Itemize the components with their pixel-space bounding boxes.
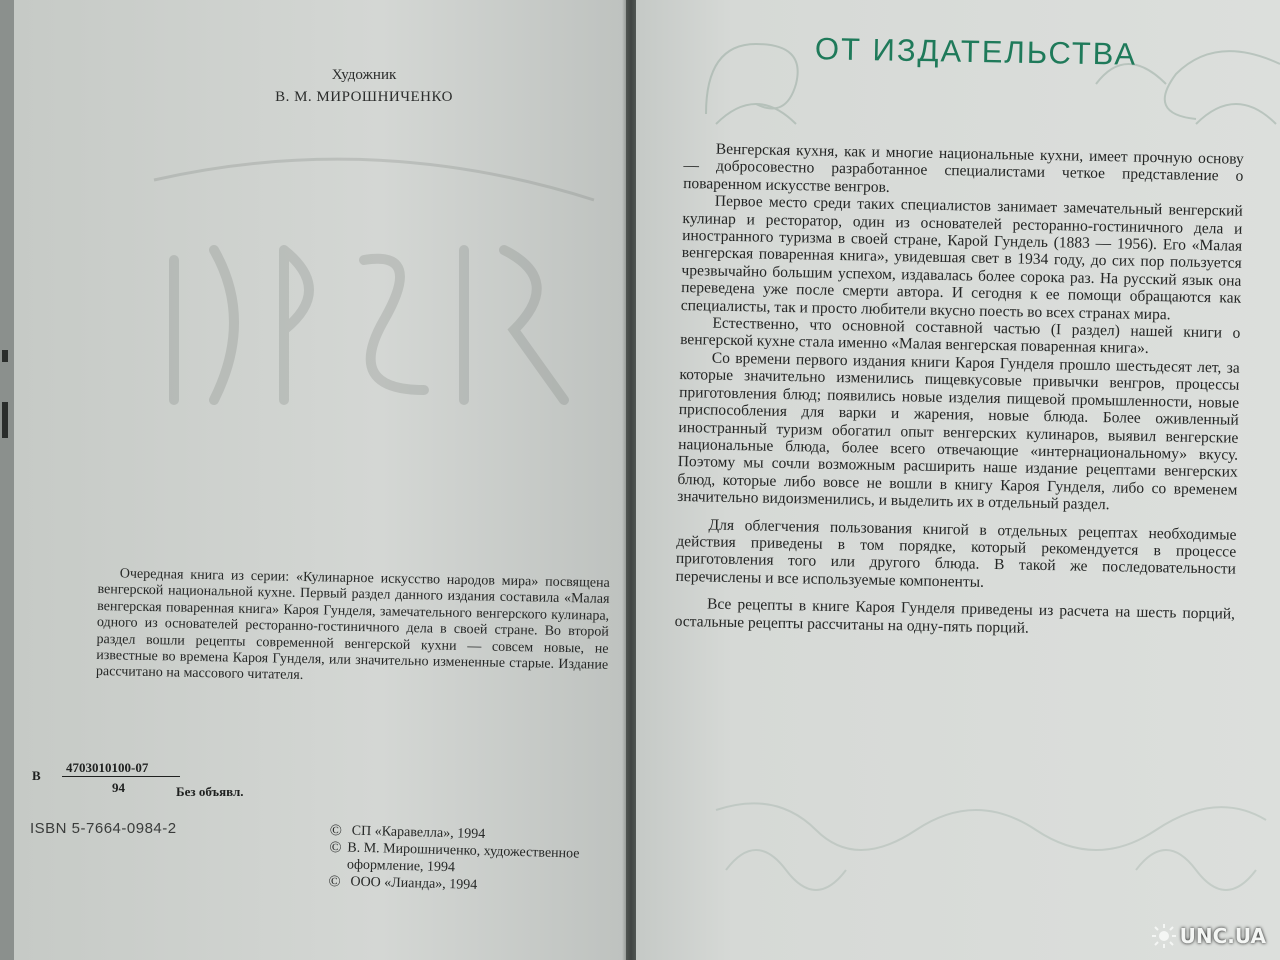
book-annotation: Очередная книга из серии: «Кулинарное искусство народов мира» посвящена венгерской национальной кухне. Первый раздел данного издания составила «Малая венгерская поваренная книга» Кароя Гунделя, замечательного венгерского кулинара, одного из основателей ресторанно-гостиничного дела в своей стране. Во второй раздел вошли рецепты современной венгерской кухни — совсем новые, не известные во времена Кароя Гунделя, или значительно измененные старые. Издание рассчитано на массового читателя.: [95, 566, 610, 684]
paragraph: Венгерская кухня, как и многие национальные кухни, имеет прочную основу — добросовестно разработанное специалистами четкое представление о поваренном искусстве венгров.: [683, 140, 1244, 196]
catalog-numerator: 4703010100-07: [62, 760, 180, 777]
edge-mark: [2, 350, 8, 362]
artist-role: Художник: [331, 67, 397, 83]
artist-credit: [254, 64, 474, 108]
paragraph: Первое место среди таких специалистов занимает замечательный венгерский кулинар и ресторатор, один из основателей ресторанно-гостиничного дела и иностранного туризма в своей стране, Карой Гундель (1883 — 1956). Его «Малая венгерская поваренная книга», увидевшая свет в 1934 году, до сих пор пользуется чрезвычайно большим успехом, издавалась более сорока раз. На русский язык она переведена уже после смерти автора. И сегодня к ее помощи обращаются как специалисты, так и просто любители вкусно поесть во всех странах мира.: [680, 192, 1243, 324]
paragraph: Все рецепты в книге Кароя Гунделя приведены из расчета на шесть порций, остальные рецепты рассчитаны на одну-пять порций.: [674, 595, 1236, 637]
copyright-text: В. М. Мирошниченко, художественное оформление, 1994: [346, 840, 580, 876]
page-heading: ОТ ИЗДАТЕЛЬСТВА: [814, 31, 1138, 72]
left-page: [14, 0, 626, 960]
artist-name: В. М. МИРОШНИЧЕНКО: [275, 89, 453, 105]
sun-icon: [1152, 924, 1176, 948]
paragraph: Естественно, что основной составной частью (I раздел) нашей книги о венгерской кухне стала именно «Малая венгерская поваренная книга».: [679, 314, 1241, 358]
catalog-denominator: 94: [112, 780, 125, 795]
publisher-foreword: [675, 140, 1244, 641]
copyright-text: СП «Каравелла», 1994: [351, 823, 486, 843]
ornament-bottom: [696, 790, 1280, 940]
show-through-illustration: [134, 140, 614, 420]
right-page: [636, 0, 1280, 960]
paragraph: Со времени первого издания книги Кароя Гунделя прошло шестьдесят лет, за которые значительно изменились пищевкусовые привычки венгров, процессы приготовления блюд; появились новые изделия пищевой промышленности, новые приспособления для варки и жарения, новые блюда. Более оживленный иностранный туризм обогатил опыт венгерских кулинаров, выявил венгерские национальные блюда, более всего отвечающие «интернациональному» вкусу. Поэтому мы сочли возможным расширить наше издание рецептами венгерских блюд, которые либо вовсе не вошли в книгу Кароя Гунделя, либо со временем значительно видоизменились, и выделить их в отдельный раздел.: [676, 349, 1240, 514]
paragraph: Для облегчения пользования книгой в отдельных рецептах необходимые действия приведены в том порядке, который рекомендуется в процессе приготовления того или другого блюда. В такой же последовательности перечислены и все используемые компоненты.: [675, 516, 1237, 591]
copyright-icon: ©: [329, 838, 342, 857]
copyright-text: ООО «Лианда», 1994: [350, 874, 478, 893]
watermark-text: UNC.UA: [1179, 924, 1266, 948]
catalog-letter: В: [32, 768, 41, 783]
copyright-icon: ©: [329, 822, 343, 840]
edge-mark: [2, 402, 8, 438]
catalog-note: Без объявл.: [176, 784, 244, 799]
site-watermark: [1152, 924, 1266, 948]
book-edge: [0, 0, 14, 960]
isbn: ISBN 5-7664-0984-2: [30, 820, 177, 837]
copyright-icon: ©: [328, 872, 341, 891]
copyright-block: [328, 822, 626, 898]
